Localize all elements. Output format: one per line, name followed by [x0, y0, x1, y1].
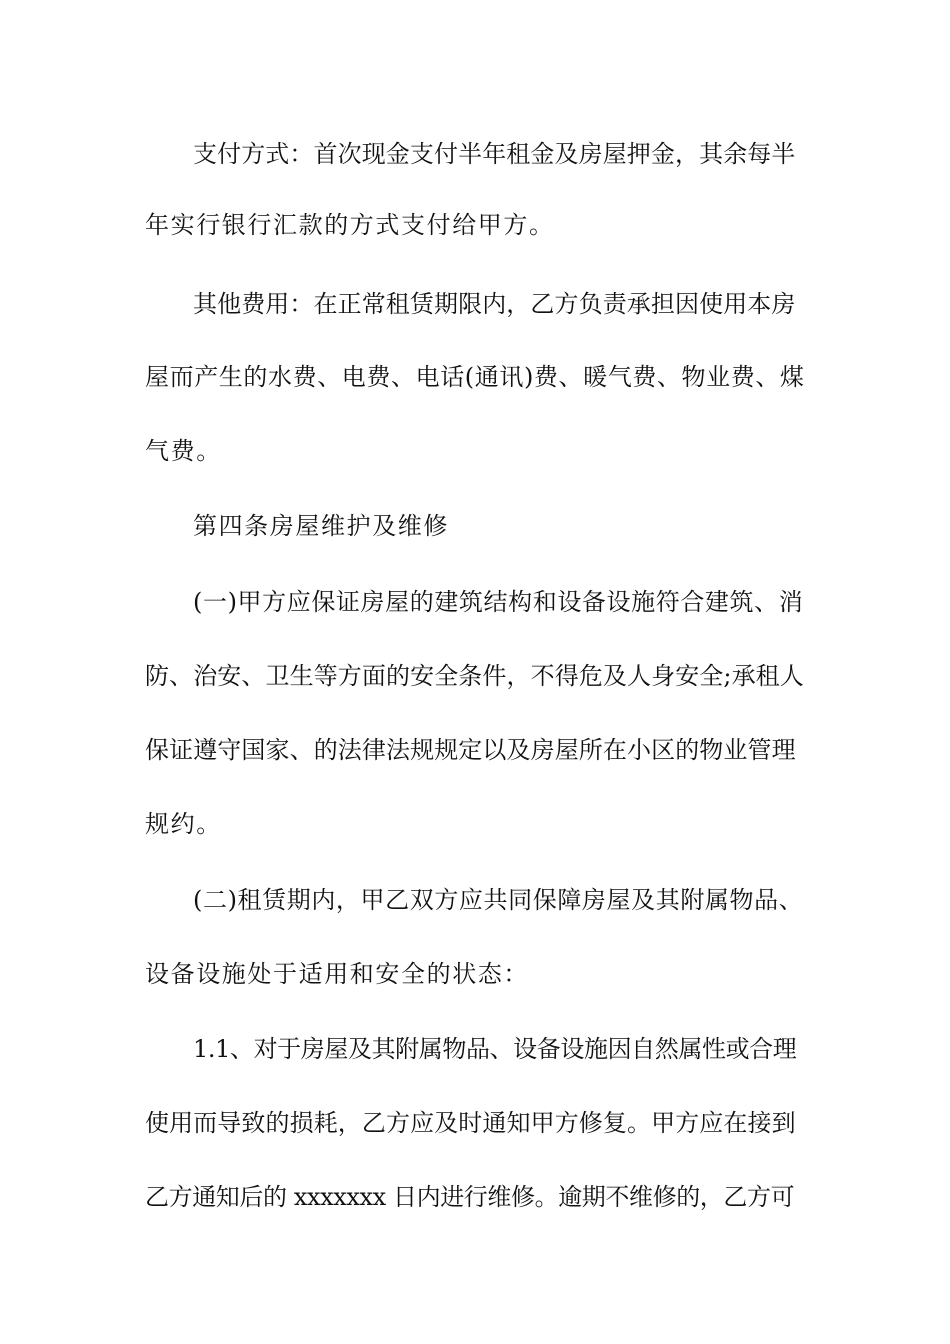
clause-one-one-line-3: 乙方通知后的 xxxxxxx 日内进行维修。逾期不维修的，乙方可: [145, 1183, 795, 1211]
paragraph-other-fees-line-3: 气费。: [145, 437, 222, 465]
paragraph-payment-method-line-1: 支付方式：首次现金支付半年租金及房屋押金，其余每半: [193, 140, 796, 168]
article-four-heading: 第四条房屋维护及维修: [193, 512, 449, 540]
clause-one-line-1: (一)甲方应保证房屋的建筑结构和设备设施符合建筑、消: [193, 588, 804, 616]
clause-one-line-2: 防、治安、卫生等方面的安全条件，不得危及人身安全;承租人: [145, 662, 804, 690]
paragraph-other-fees-line-1: 其他费用：在正常租赁期限内，乙方负责承担因使用本房: [193, 290, 796, 318]
clause-one-one-line-1: 1.1、对于房屋及其附属物品、设备设施因自然属性或合理: [193, 1035, 797, 1063]
paragraph-other-fees-line-2: 屋而产生的水费、电费、电话(通讯)费、暖气费、物业费、煤: [145, 363, 805, 391]
clause-two-line-2: 设备设施处于适用和安全的状态：: [145, 960, 529, 988]
paragraph-payment-method-line-2: 年实行银行汇款的方式支付给甲方。: [145, 211, 555, 239]
clause-one-one-line-2: 使用而导致的损耗，乙方应及时通知甲方修复。甲方应在接到: [145, 1109, 796, 1137]
clause-one-line-3: 保证遵守国家、的法律法规规定以及房屋所在小区的物业管理: [145, 736, 796, 764]
clause-two-line-1: (二)租赁期内，甲乙双方应共同保障房屋及其附属物品、: [193, 886, 804, 914]
clause-one-line-4: 规约。: [145, 810, 222, 838]
